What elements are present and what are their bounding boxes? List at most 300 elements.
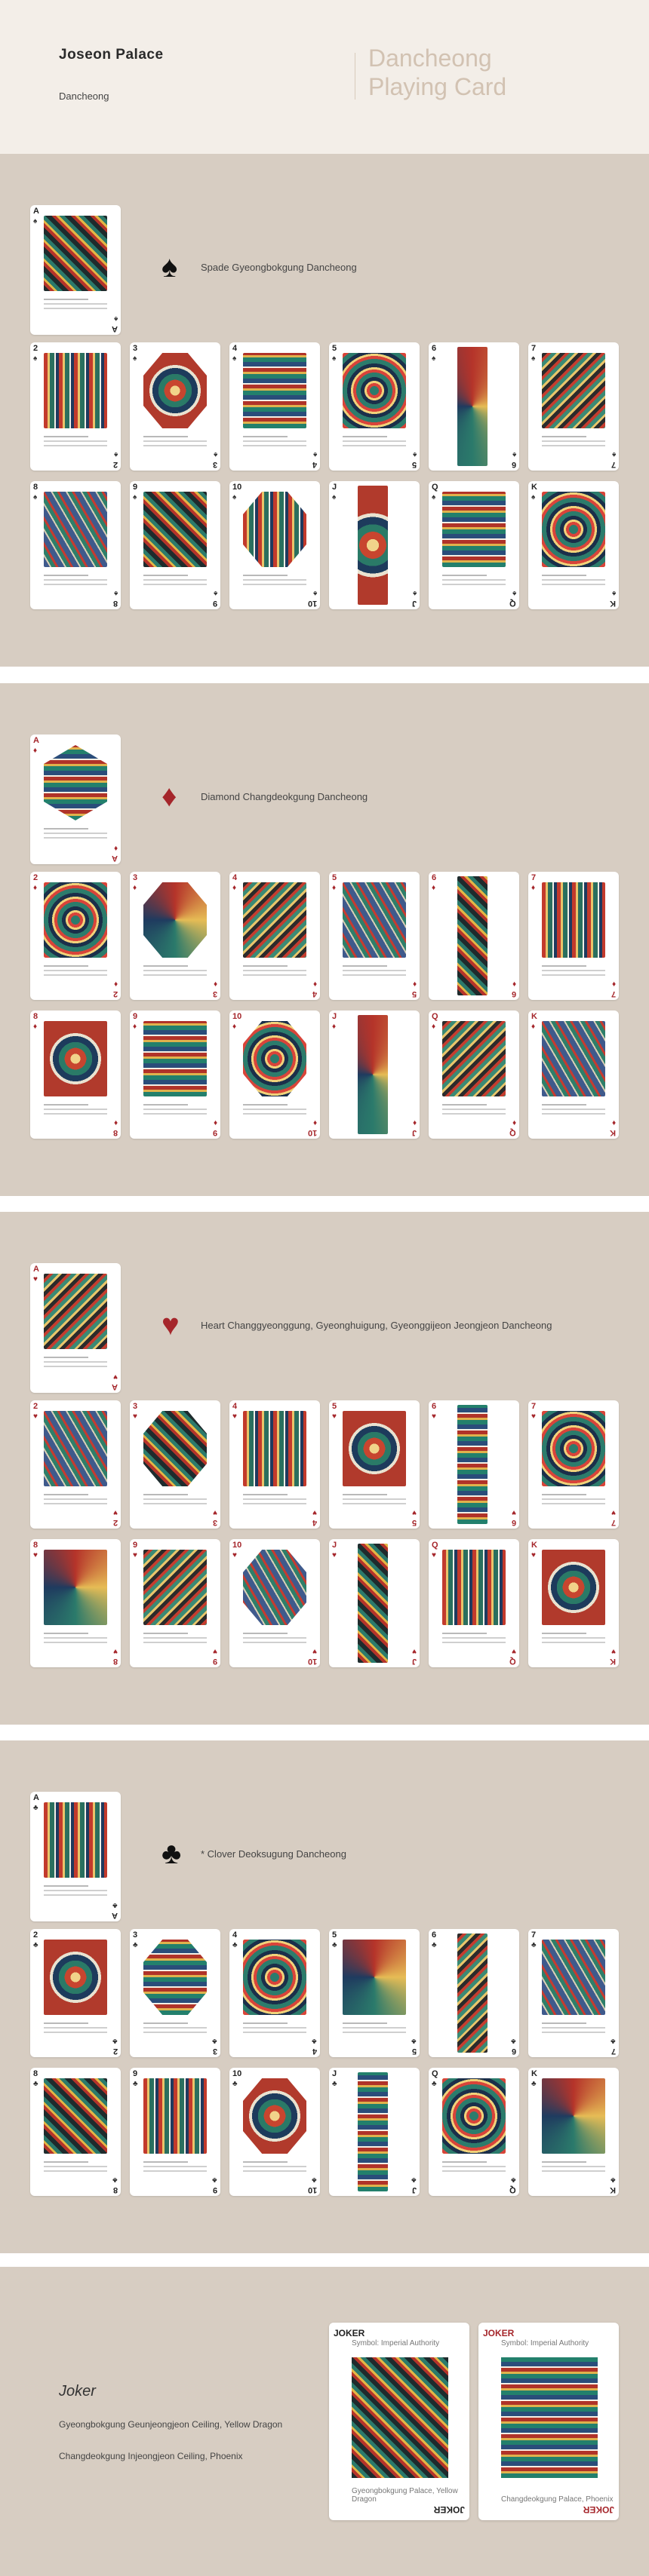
suit-pip-icon: ♥ — [133, 1551, 137, 1559]
card-rank: 8 — [112, 599, 118, 608]
playing-card[interactable] — [229, 1400, 320, 1529]
card-rank: A — [112, 1382, 118, 1391]
card-rank: 3 — [133, 1930, 138, 1940]
card-caption-lines — [243, 572, 306, 594]
card-rank: K — [531, 1012, 537, 1021]
playing-card[interactable] — [329, 872, 420, 1000]
playing-card[interactable] — [429, 1929, 519, 2057]
suit-pip-icon: ♦ — [133, 1023, 137, 1031]
playing-card[interactable] — [30, 342, 121, 471]
card-caption-lines — [44, 2019, 107, 2042]
suit-pip-icon: ♦ — [531, 884, 536, 892]
suit-pip-icon: ♣ — [332, 2080, 337, 2088]
card-caption-lines — [542, 1491, 605, 1513]
card-rank: 3 — [212, 1518, 217, 1527]
dancheong-pattern-art — [44, 882, 107, 958]
playing-card[interactable] — [329, 1400, 420, 1529]
suit-pip-icon: ♥ — [332, 1551, 337, 1559]
card-caption-lines — [243, 433, 306, 455]
dancheong-pattern-art — [442, 1021, 506, 1096]
card-caption-lines — [343, 1491, 406, 1513]
card-rank: 8 — [33, 483, 38, 492]
card-caption-lines — [243, 1630, 306, 1652]
playing-card[interactable] — [329, 1010, 420, 1139]
card-rank: Q — [509, 2185, 516, 2194]
playing-card[interactable] — [429, 342, 519, 471]
joker-card-top-text: Symbol: Imperial Authority — [501, 2339, 589, 2348]
suit-pip-icon: ♥ — [113, 1508, 118, 1516]
dancheong-pattern-art — [243, 882, 306, 958]
suit-pip-icon: ♣ — [411, 2037, 417, 2045]
playing-card[interactable] — [30, 1400, 121, 1529]
suit-pip-icon: ♦ — [213, 1118, 217, 1127]
card-rank: 9 — [133, 483, 138, 492]
suit-pip-icon: ♣ — [133, 1941, 138, 1949]
dancheong-pattern-art — [457, 1405, 488, 1524]
suit-pip-icon: ♠ — [113, 314, 118, 323]
playing-card[interactable] — [329, 1929, 420, 2057]
card-caption-lines — [143, 2158, 207, 2181]
card-caption-lines — [243, 2158, 306, 2181]
card-rank: 9 — [133, 2069, 138, 2078]
card-rank: Q — [432, 2069, 438, 2078]
suit-pip-icon: ♦ — [432, 1023, 436, 1031]
card-rank: 6 — [432, 1402, 437, 1411]
dancheong-pattern-art — [343, 1411, 406, 1486]
suit-pip-icon: ♣ — [212, 2037, 217, 2045]
suit-pip-icon: ♠ — [33, 354, 38, 363]
suit-pip-icon: ♠ — [611, 589, 616, 597]
card-caption-lines — [343, 433, 406, 455]
card-rank: 4 — [312, 2047, 317, 2056]
suit-pip-icon: ♠ — [512, 589, 516, 597]
suit-pip-icon: ♥ — [412, 1647, 417, 1655]
dancheong-pattern-art — [343, 353, 406, 428]
playing-card[interactable] — [30, 2068, 121, 2196]
card-rank: 7 — [531, 344, 537, 353]
suit-pip-icon: ♠ — [412, 589, 417, 597]
dancheong-pattern-art — [542, 492, 605, 567]
playing-card[interactable] — [130, 1010, 220, 1139]
card-caption-lines — [143, 433, 207, 455]
playing-card[interactable] — [229, 872, 320, 1000]
dancheong-pattern-art — [542, 2078, 605, 2154]
card-rank: 9 — [133, 1012, 138, 1021]
card-rank: 7 — [611, 989, 616, 998]
suit-pip-icon: ♦ — [213, 980, 217, 988]
dancheong-pattern-art — [542, 1021, 605, 1096]
playing-card[interactable] — [528, 1539, 619, 1667]
card-rank: J — [411, 2185, 417, 2194]
suit-pip-icon: ♥ — [531, 1551, 536, 1559]
playing-card[interactable] — [229, 1539, 320, 1667]
dancheong-pattern-art — [442, 492, 506, 567]
card-caption-lines — [343, 2019, 406, 2042]
dancheong-pattern-art — [542, 882, 605, 958]
dancheong-pattern-art — [44, 1411, 107, 1486]
suit-pip-icon: ♠ — [531, 354, 536, 363]
dancheong-pattern-art — [44, 1940, 107, 2015]
card-rank: 8 — [112, 1657, 118, 1666]
card-rank: A — [112, 324, 118, 333]
suit-pip-icon: ♣ — [212, 2176, 217, 2184]
card-rank: 9 — [212, 1128, 217, 1137]
playing-card[interactable] — [229, 1929, 320, 2057]
playing-card[interactable] — [429, 1400, 519, 1529]
suit-pip-icon: ♣ — [511, 2176, 516, 2184]
card-rank: A — [33, 207, 39, 216]
dancheong-pattern-art — [358, 1015, 388, 1134]
playing-card[interactable] — [528, 481, 619, 609]
playing-card[interactable] — [130, 342, 220, 471]
suit-pip-icon: ♣ — [531, 1941, 537, 1949]
suit-pip-icon: ♦ — [611, 1118, 616, 1127]
card-rank: 7 — [611, 2047, 616, 2056]
dancheong-pattern-art — [243, 1021, 306, 1096]
playing-card[interactable] — [528, 1400, 619, 1529]
suit-pip-icon: ♥ — [232, 1551, 237, 1559]
card-rank: 10 — [232, 1541, 242, 1550]
card-rank: 10 — [232, 483, 242, 492]
card-rank: 4 — [232, 873, 238, 882]
playing-card[interactable] — [130, 872, 220, 1000]
dancheong-pattern-art — [243, 353, 306, 428]
suit-pip-icon: ♦ — [531, 1023, 536, 1031]
playing-card[interactable] — [229, 342, 320, 471]
suit-pip-icon: ♥ — [432, 1551, 436, 1559]
card-rank: 6 — [511, 1518, 516, 1527]
suit-pip-icon: ♥ — [611, 1647, 616, 1655]
card-rank: K — [610, 2185, 616, 2194]
page-title — [368, 44, 506, 101]
suit-pip-icon: ♦ — [332, 1023, 337, 1031]
suit-label: Spade Gyeongbokgung Dancheong — [201, 262, 357, 273]
playing-card[interactable] — [528, 342, 619, 471]
card-caption-lines — [44, 1354, 107, 1376]
suit-pip-icon: ♦ — [432, 884, 436, 892]
playing-card[interactable] — [30, 205, 121, 335]
dancheong-pattern-art — [442, 1550, 506, 1625]
card-rank: 2 — [33, 1402, 38, 1411]
card-rank: 10 — [232, 1012, 242, 1021]
suit-pip-icon: ♦ — [312, 980, 317, 988]
playing-card[interactable] — [30, 481, 121, 609]
card-caption-lines — [243, 1491, 306, 1513]
card-rank: A — [112, 854, 118, 863]
playing-card[interactable] — [30, 1010, 121, 1139]
card-caption-lines — [442, 572, 506, 594]
card-rank: 4 — [232, 1930, 238, 1940]
card-rank: 10 — [307, 1128, 317, 1137]
card-rank: 2 — [33, 344, 38, 353]
card-rank: 6 — [432, 873, 437, 882]
playing-card[interactable] — [30, 1263, 121, 1393]
card-caption-lines — [44, 572, 107, 594]
playing-card[interactable] — [229, 2068, 320, 2196]
suit-pip-icon: ♠ — [611, 450, 616, 458]
card-rank: J — [411, 1128, 417, 1137]
playing-card[interactable] — [429, 1539, 519, 1667]
suit-pip-icon: ♣ — [432, 1941, 437, 1949]
suit-pip-icon: ♦ — [512, 1118, 516, 1127]
suit-pip-icon: ♠ — [213, 589, 217, 597]
playing-card[interactable] — [229, 481, 320, 609]
dancheong-pattern-art — [143, 1550, 207, 1625]
suit-pip-icon: ♥ — [33, 1275, 38, 1283]
playing-card[interactable] — [229, 1010, 320, 1139]
suit-pip-icon: ♠ — [232, 493, 237, 501]
card-rank: K — [610, 1657, 616, 1666]
playing-card[interactable] — [329, 2068, 420, 2196]
card-caption-lines — [542, 1101, 605, 1124]
card-rank: 7 — [611, 460, 616, 469]
card-rank: A — [33, 736, 39, 745]
card-rank: 4 — [312, 460, 317, 469]
card-rank: 2 — [112, 460, 118, 469]
playing-card[interactable] — [130, 2068, 220, 2196]
card-caption-lines — [44, 825, 107, 848]
suit-pip-icon: ♥ — [432, 1412, 436, 1421]
suit-pip-icon: ♣ — [33, 2080, 38, 2088]
dancheong-pattern-art — [358, 2072, 388, 2191]
card-caption-lines — [442, 2158, 506, 2181]
card-rank: Q — [509, 599, 516, 608]
card-caption-lines — [442, 1630, 506, 1652]
card-rank: 6 — [511, 2047, 516, 2056]
card-rank: 5 — [411, 1518, 417, 1527]
suit-pip-icon: ♠ — [512, 450, 516, 458]
playing-card[interactable] — [30, 734, 121, 864]
card-rank: 2 — [112, 989, 118, 998]
card-rank: 2 — [112, 2047, 118, 2056]
playing-card[interactable] — [528, 1929, 619, 2057]
suit-pip-icon: ♠ — [432, 493, 436, 501]
dancheong-pattern-art — [44, 2078, 107, 2154]
card-rank: 4 — [232, 1402, 238, 1411]
joker-card-phoenix[interactable] — [478, 2323, 619, 2520]
suit-pip-icon: ♦ — [512, 980, 516, 988]
playing-card[interactable] — [30, 872, 121, 1000]
suit-pip-icon: ♥ — [611, 1508, 616, 1516]
playing-card[interactable] — [429, 872, 519, 1000]
playing-card[interactable] — [130, 1400, 220, 1529]
suit-symbol-icon: ♦ — [161, 780, 177, 813]
playing-card[interactable] — [30, 1792, 121, 1921]
suit-pip-icon: ♦ — [33, 747, 38, 755]
dancheong-pattern-art — [143, 1940, 207, 2015]
suit-pip-icon: ♣ — [312, 2176, 317, 2184]
card-caption-lines — [44, 1882, 107, 1905]
card-caption-lines — [143, 1491, 207, 1513]
dancheong-pattern-art — [143, 2078, 207, 2154]
suit-pip-icon: ♥ — [332, 1412, 337, 1421]
dancheong-pattern-art — [243, 2078, 306, 2154]
suit-pip-icon: ♣ — [511, 2037, 516, 2045]
joker-card-bottom-text: Gyeongbokgung Palace, Yellow Dragon — [352, 2487, 458, 2504]
joker-title: Joker — [59, 2383, 96, 2400]
dancheong-pattern-art — [44, 1274, 107, 1349]
suit-pip-icon: ♠ — [312, 589, 317, 597]
suit-label: * Clover Deoksugung Dancheong — [201, 1848, 346, 1860]
card-rank: 8 — [33, 1012, 38, 1021]
suit-symbol-icon: ♥ — [161, 1308, 180, 1342]
card-caption-lines — [44, 2158, 107, 2181]
card-rank: A — [33, 1265, 39, 1274]
suit-pip-icon: ♠ — [133, 493, 137, 501]
suit-pip-icon: ♦ — [611, 980, 616, 988]
joker-card-bottom-text: Changdeokgung Palace, Phoenix — [501, 2495, 614, 2504]
suit-pip-icon: ♠ — [412, 450, 417, 458]
suit-symbol-icon: ♣ — [161, 1837, 182, 1870]
card-rank: 5 — [411, 2047, 417, 2056]
suit-pip-icon: ♦ — [232, 1023, 237, 1031]
card-rank: J — [332, 2069, 337, 2078]
playing-card[interactable] — [329, 481, 420, 609]
card-rank: 10 — [307, 1657, 317, 1666]
dancheong-pattern-art — [44, 745, 107, 820]
suit-pip-icon: ♣ — [312, 2037, 317, 2045]
playing-card[interactable] — [130, 481, 220, 609]
suit-pip-icon: ♦ — [33, 884, 38, 892]
playing-card[interactable] — [528, 872, 619, 1000]
card-caption-lines — [243, 2019, 306, 2042]
card-caption-lines — [243, 1101, 306, 1124]
brand-subtitle: Dancheong — [59, 90, 109, 102]
card-rank: 10 — [307, 599, 317, 608]
card-rank: 2 — [112, 1518, 118, 1527]
card-rank: Q — [509, 1657, 516, 1666]
dancheong-pattern-art — [243, 1940, 306, 2015]
card-caption-lines — [542, 1630, 605, 1652]
card-rank: 4 — [232, 344, 238, 353]
card-rank: 5 — [411, 460, 417, 469]
playing-card[interactable] — [429, 2068, 519, 2196]
playing-card[interactable] — [329, 1539, 420, 1667]
suit-pip-icon: ♥ — [33, 1551, 38, 1559]
card-rank: 4 — [312, 1518, 317, 1527]
suit-pip-icon: ♥ — [412, 1508, 417, 1516]
card-caption-lines — [143, 1630, 207, 1652]
suit-pip-icon: ♥ — [512, 1647, 516, 1655]
card-rank: 9 — [212, 2185, 217, 2194]
suit-pip-icon: ♣ — [33, 1804, 38, 1812]
card-rank: J — [411, 1657, 417, 1666]
suit-pip-icon: ♦ — [232, 884, 237, 892]
dancheong-pattern-art — [243, 1550, 306, 1625]
suit-label: Heart Changgyeonggung, Gyeonghuigung, Gyeonggijeon Jeongjeon Dancheong — [201, 1320, 552, 1331]
suit-pip-icon: ♣ — [133, 2080, 138, 2088]
suit-pip-icon: ♦ — [332, 884, 337, 892]
page-title-line-1: Dancheong — [368, 44, 492, 72]
joker-card-top-text: Symbol: Imperial Authority — [352, 2339, 440, 2348]
playing-card[interactable] — [30, 1929, 121, 2057]
card-rank: 10 — [307, 2185, 317, 2194]
suit-pip-icon: ♣ — [332, 1941, 337, 1949]
card-rank: 6 — [511, 460, 516, 469]
joker-word-bottom: JOKER — [583, 2504, 614, 2515]
joker-art-dragon — [352, 2357, 448, 2478]
joker-word: JOKER — [334, 2328, 365, 2338]
suit-pip-icon: ♣ — [611, 2176, 616, 2184]
page-header — [0, 0, 649, 154]
card-rank: 9 — [212, 1657, 217, 1666]
playing-card[interactable] — [528, 1010, 619, 1139]
suit-pip-icon: ♥ — [213, 1647, 217, 1655]
playing-card[interactable] — [528, 2068, 619, 2196]
suit-pip-icon: ♠ — [432, 354, 436, 363]
dancheong-pattern-art — [44, 1021, 107, 1096]
dancheong-pattern-art — [457, 347, 488, 466]
suit-label: Diamond Changdeokgung Dancheong — [201, 791, 368, 802]
dancheong-pattern-art — [457, 876, 488, 995]
card-caption-lines — [542, 962, 605, 985]
suit-symbol-icon: ♠ — [161, 250, 178, 284]
joker-word: JOKER — [483, 2328, 515, 2338]
playing-card[interactable] — [130, 1929, 220, 2057]
dancheong-pattern-art — [343, 1940, 406, 2015]
card-rank: J — [411, 599, 417, 608]
suit-pip-icon: ♥ — [531, 1412, 536, 1421]
playing-card[interactable] — [429, 1010, 519, 1139]
suit-pip-icon: ♣ — [112, 1901, 118, 1909]
card-caption-lines — [44, 1491, 107, 1513]
suit-pip-icon: ♥ — [232, 1412, 237, 1421]
page-title-line-2: Playing Card — [368, 73, 507, 100]
playing-card[interactable] — [130, 1539, 220, 1667]
card-rank: K — [610, 1128, 616, 1137]
dancheong-pattern-art — [243, 492, 306, 567]
playing-card[interactable] — [429, 481, 519, 609]
suit-pip-icon: ♥ — [213, 1508, 217, 1516]
card-rank: Q — [432, 1012, 438, 1021]
suit-pip-icon: ♣ — [112, 2176, 118, 2184]
suit-pip-icon: ♣ — [432, 2080, 437, 2088]
card-rank: 5 — [332, 344, 337, 353]
card-rank: J — [332, 483, 337, 492]
card-rank: 7 — [611, 1518, 616, 1527]
card-rank: 3 — [133, 873, 138, 882]
card-caption-lines — [44, 296, 107, 318]
card-rank: K — [531, 1541, 537, 1550]
card-rank: 7 — [531, 1402, 537, 1411]
suit-pip-icon: ♣ — [33, 1941, 38, 1949]
suit-pip-icon: ♣ — [411, 2176, 417, 2184]
dancheong-pattern-art — [542, 1411, 605, 1486]
card-rank: 6 — [432, 344, 437, 353]
suit-pip-icon: ♦ — [412, 1118, 417, 1127]
suit-pip-icon: ♥ — [113, 1647, 118, 1655]
card-rank: J — [332, 1012, 337, 1021]
card-rank: 8 — [33, 2069, 38, 2078]
suit-pip-icon: ♠ — [232, 354, 237, 363]
suit-pip-icon: ♠ — [213, 450, 217, 458]
suit-pip-icon: ♥ — [312, 1647, 317, 1655]
card-caption-lines — [243, 962, 306, 985]
playing-card[interactable] — [30, 1539, 121, 1667]
card-rank: 3 — [212, 989, 217, 998]
card-rank: J — [332, 1541, 337, 1550]
joker-card-dragon[interactable] — [329, 2323, 469, 2520]
card-rank: 7 — [531, 1930, 537, 1940]
card-rank: 8 — [112, 1128, 118, 1137]
card-caption-lines — [542, 572, 605, 594]
card-rank: 3 — [133, 1402, 138, 1411]
dancheong-pattern-art — [542, 1940, 605, 2015]
suit-pip-icon: ♣ — [611, 2037, 616, 2045]
card-caption-lines — [143, 572, 207, 594]
playing-card[interactable] — [329, 342, 420, 471]
card-caption-lines — [442, 1101, 506, 1124]
